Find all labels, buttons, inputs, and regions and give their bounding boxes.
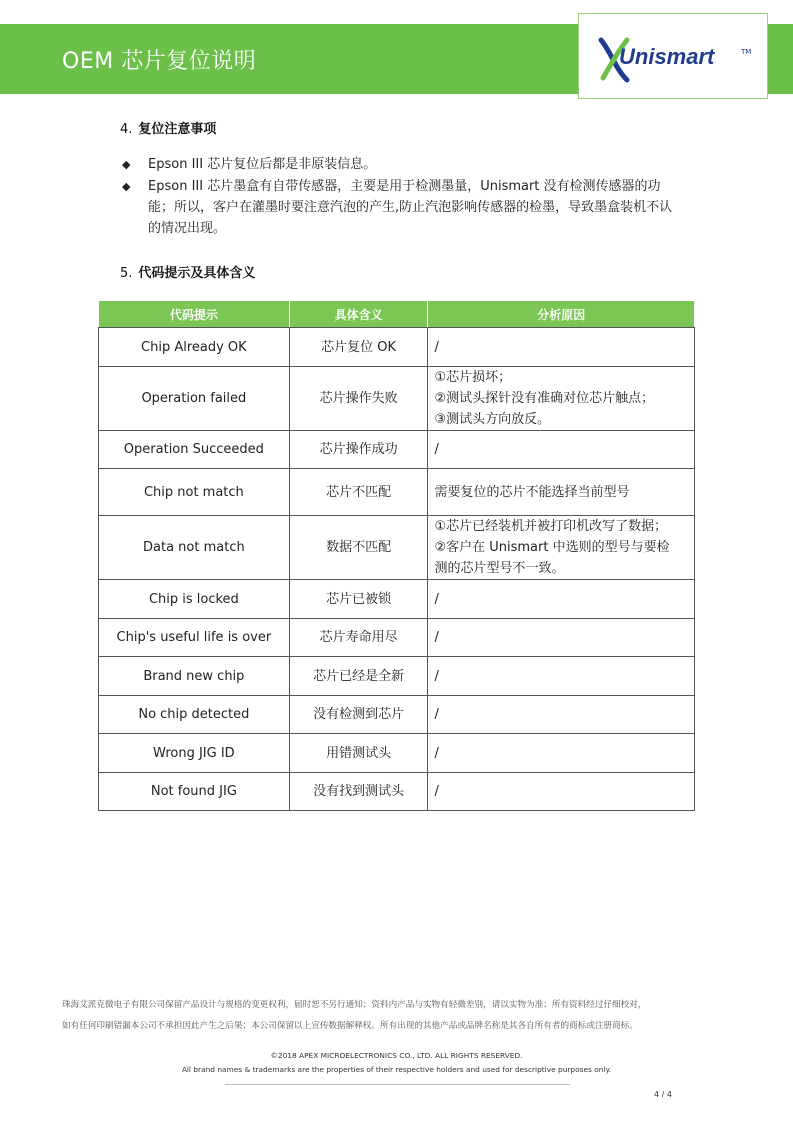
meaning-cell: 用错测试头 xyxy=(289,734,428,773)
reason-line: / xyxy=(434,784,439,799)
reason-line: 测的芯片型号不一致。 xyxy=(434,561,565,576)
meaning-cell: 没有找到测试头 xyxy=(289,773,428,811)
reason-line: ①芯片已经装机并被打印机改写了数据； xyxy=(434,519,668,534)
section-4-heading xyxy=(120,118,216,137)
reason-line: / xyxy=(434,591,439,607)
header-code: 代码提示 xyxy=(99,301,290,328)
code-table xyxy=(98,300,695,811)
reason-cell xyxy=(428,328,695,367)
code-cell: Data not match xyxy=(99,516,290,580)
reason-cell xyxy=(428,734,695,773)
reason-line: / xyxy=(434,630,439,645)
trademark-note: All brand names & trademarks are the properties of their respective holders and used for descriptive purposes only. xyxy=(181,1065,612,1074)
diamond-bullet-icon: ◆ xyxy=(122,180,131,193)
bullet-text: Epson III 芯片墨盒有自带传感器，主要是用于检测墨量，Unismart 没有检测传感器的功能；所以，客户在灌墨时要注意汽泡的产生,防止汽泡影响传感器的检墨，导致墨盒装机不认的情况出现。 xyxy=(148,179,673,236)
table-row xyxy=(99,516,695,580)
table-row xyxy=(99,367,695,431)
code-cell: Chip is locked xyxy=(99,580,290,619)
reason-line: ②测试头探针没有准确对位芯片触点； xyxy=(434,391,655,406)
code-cell: Operation Succeeded xyxy=(99,431,290,469)
footer-divider xyxy=(225,1084,570,1085)
reason-cell xyxy=(428,657,695,696)
reason-line: ①芯片损坏； xyxy=(434,370,512,385)
code-cell: Chip Already OK xyxy=(99,328,290,367)
meaning-cell: 芯片不匹配 xyxy=(289,469,428,516)
table-row xyxy=(99,469,695,516)
meaning-cell: 芯片复位 OK xyxy=(289,328,428,367)
meaning-cell: 芯片操作失败 xyxy=(289,367,428,431)
list-item xyxy=(120,176,680,239)
table-row xyxy=(99,734,695,773)
logo xyxy=(578,13,768,99)
code-cell: Not found JIG xyxy=(99,773,290,811)
reason-line: / xyxy=(434,339,439,355)
bullet-text: Epson III 芯片复位后都是非原装信息。 xyxy=(148,157,377,172)
reason-cell xyxy=(428,696,695,734)
logo-text: Unismart xyxy=(619,44,715,69)
code-cell: Wrong JIG ID xyxy=(99,734,290,773)
table-row xyxy=(99,696,695,734)
section-5-title: 代码提示及具体含义 xyxy=(138,266,256,281)
meaning-cell: 芯片已经是全新 xyxy=(289,657,428,696)
reason-cell xyxy=(428,469,695,516)
meaning-cell: 芯片寿命用尽 xyxy=(289,619,428,657)
code-cell: Operation failed xyxy=(99,367,290,431)
table-row xyxy=(99,580,695,619)
reason-line: / xyxy=(434,745,439,761)
table-row xyxy=(99,657,695,696)
reason-line: ③测试头方向放反。 xyxy=(434,412,551,427)
meaning-cell: 芯片已被锁 xyxy=(289,580,428,619)
code-cell: Chip's useful life is over xyxy=(99,619,290,657)
logo-trademark: TM xyxy=(741,48,752,56)
code-cell: Chip not match xyxy=(99,469,290,516)
section-4-title: 复位注意事项 xyxy=(138,122,217,137)
table-row xyxy=(99,619,695,657)
reason-cell xyxy=(428,431,695,469)
disclaimer-line-1: 珠海艾派克微电子有限公司保留产品设计与规格的变更权利，届时恕不另行通知；资料内产品与实物有轻微差别，请以实物为准；所有资料经过仔细校对， xyxy=(62,1000,647,1010)
reason-line: 需要复位的芯片不能选择当前型号 xyxy=(434,484,630,500)
table-row xyxy=(99,773,695,811)
reason-line: / xyxy=(434,707,439,722)
section-5-number: 5. xyxy=(120,266,133,281)
section-5-heading xyxy=(120,262,255,281)
copyright: ©2018 APEX MICROELECTRONICS CO., LTD. ALL RIGHTS RESERVED. xyxy=(270,1051,523,1060)
reason-cell xyxy=(428,580,695,619)
reason-line: ②客户在 Unismart 中选则的型号与要检 xyxy=(434,540,670,555)
table-row xyxy=(99,328,695,367)
reason-cell xyxy=(428,619,695,657)
page-title: OEM 芯片复位说明 xyxy=(62,49,257,74)
meaning-cell: 数据不匹配 xyxy=(289,516,428,580)
reason-line: / xyxy=(434,442,439,457)
diamond-bullet-icon: ◆ xyxy=(122,158,131,171)
meaning-cell: 芯片操作成功 xyxy=(289,431,428,469)
reason-cell xyxy=(428,367,695,431)
page-number: 4 / 4 xyxy=(654,1090,672,1099)
code-cell: Brand new chip xyxy=(99,657,290,696)
table-row xyxy=(99,431,695,469)
section-4-number: 4. xyxy=(120,122,133,137)
reason-line: / xyxy=(434,668,439,684)
reason-cell xyxy=(428,516,695,580)
table-header-row xyxy=(99,301,695,328)
code-cell: No chip detected xyxy=(99,696,290,734)
header-meaning: 具体含义 xyxy=(289,301,428,328)
list-item xyxy=(120,154,680,175)
reason-cell xyxy=(428,773,695,811)
meaning-cell: 没有检测到芯片 xyxy=(289,696,428,734)
disclaimer-line-2: 如有任何印刷错漏本公司不承担因此产生之后果；本公司保留以上宣传数据解释权。所有出现的其他产品或品牌名称是其各自所有者的商标或注册商标。 xyxy=(62,1021,638,1031)
notes-list xyxy=(120,154,680,240)
header-reason: 分析原因 xyxy=(428,301,695,328)
